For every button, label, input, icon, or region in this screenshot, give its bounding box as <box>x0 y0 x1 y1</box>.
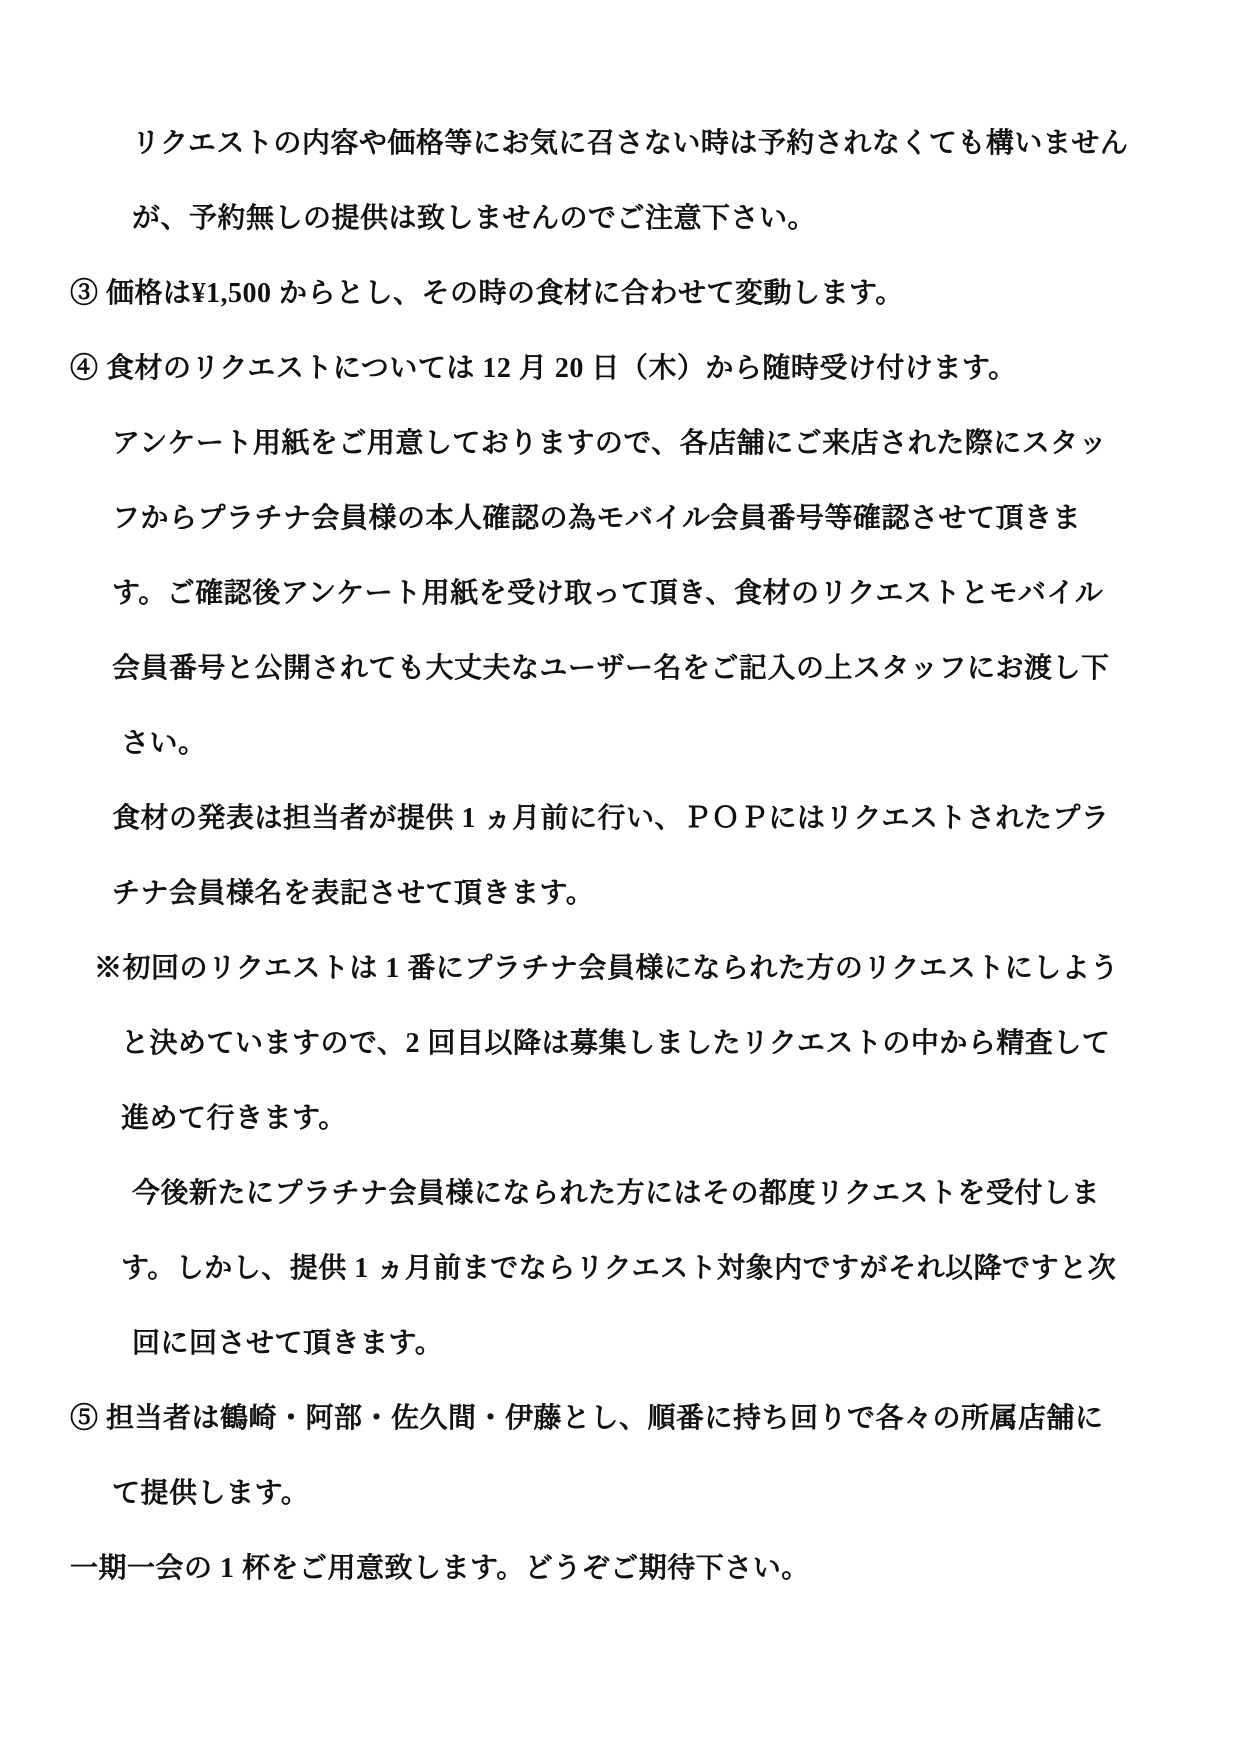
text-line: と決めていますので、2 回目以降は募集しましたリクエストの中から精査して <box>121 1028 1111 1059</box>
text-line: す。ご確認後アンケート用紙を受け取って頂き、食材のリクエストとモバイル <box>112 578 1104 609</box>
text-line: が、予約無しの提供は致しませんのでご注意下さい。 <box>132 203 817 234</box>
text-line: ④ 食材のリクエストについては 12 月 20 日（木）から随時受け付けます。 <box>70 353 1017 384</box>
text-line: 進めて行きます。 <box>121 1103 347 1134</box>
text-line: リクエストの内容や価格等にお気に召さない時は予約されなくても構いません <box>132 128 1129 159</box>
text-line: チナ会員様名を表記させて頂きます。 <box>112 878 595 909</box>
text-line: ⑤ 担当者は鶴崎・阿部・佐久間・伊藤とし、順番に持ち回りで各々の所属店舗に <box>70 1403 1104 1434</box>
text-line: 今後新たにプラチナ会員様になられた方にはその都度リクエストを受付しま <box>132 1178 1100 1209</box>
text-line: アンケート用紙をご用意しておりますので、各店舗にご来店された際にスタッ <box>112 428 1108 459</box>
text-line: 会員番号と公開されても大丈夫なユーザー名をご記入の上スタッフにお渡し下 <box>112 653 1110 684</box>
text-line: ③ 価格は¥1,500 からとし、その時の食材に合わせて変動します。 <box>70 278 904 309</box>
text-line: 食材の発表は担当者が提供 1 ヵ月前に行い、ＰＯＰにはリクエストされたプラ <box>112 803 1110 834</box>
text-line: て提供します。 <box>112 1478 310 1509</box>
text-line: フからプラチナ会員様の本人確認の為モバイル会員番号等確認させて頂きま <box>112 503 1082 534</box>
text-line: す。しかし、提供 1 ヵ月前までならリクエスト対象内ですがそれ以降ですと次 <box>121 1253 1117 1284</box>
text-line: 一期一会の 1 杯をご用意致します。どうぞご期待下さい。 <box>70 1553 810 1584</box>
text-line: ※初回のリクエストは 1 番にプラチナ会員様になられた方のリクエストにしよう <box>94 953 1119 984</box>
text-line: 回に回させて頂きます。 <box>132 1328 444 1359</box>
text-line: さい。 <box>121 728 207 759</box>
